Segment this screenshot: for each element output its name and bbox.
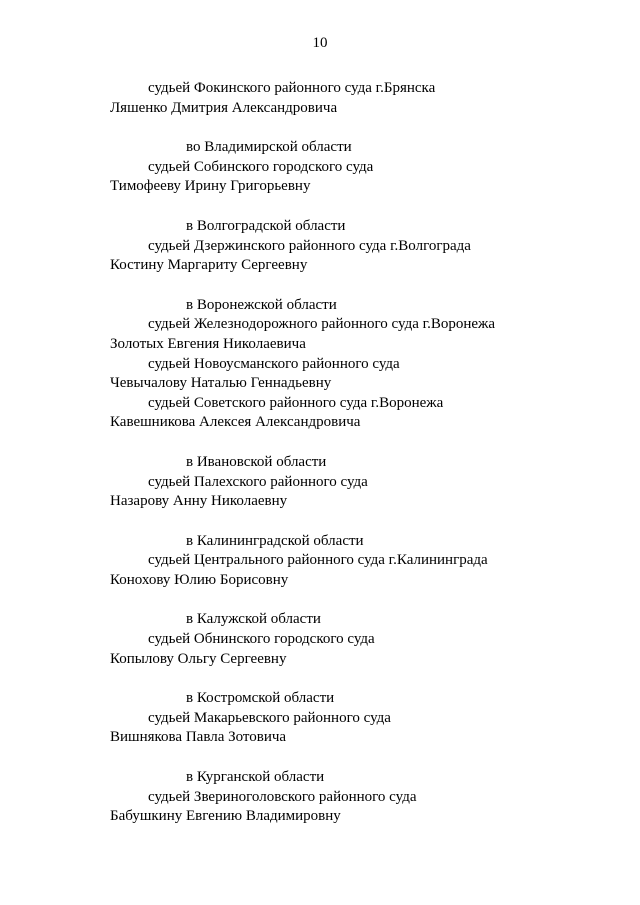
region-heading: в Курганской области [186, 769, 325, 786]
region-section [0, 138, 640, 197]
judge-name: Костину Маргариту Сергеевну [110, 257, 308, 274]
region-heading: в Калужской области [186, 611, 321, 628]
court-position: судьей Собинского городского суда [148, 158, 374, 175]
region-section [0, 453, 640, 512]
court-position: судьей Советского районного суда г.Воронежа [148, 394, 444, 411]
court-position: судьей Палехского районного суда [148, 473, 368, 490]
page-number: 10 [312, 35, 328, 51]
court-position: судьей Дзержинского районного суда г.Волгограда [148, 237, 471, 254]
region-heading: в Воронежской области [186, 296, 337, 313]
appointment-list [0, 79, 640, 847]
judge-name: Ляшенко Дмитрия Александровича [110, 99, 338, 116]
judge-name: Золотых Евгения Николаевича [110, 335, 306, 352]
region-heading: в Калининградской области [186, 532, 364, 549]
region-section [0, 610, 640, 669]
region-section [0, 689, 640, 748]
judge-name: Кавешникова Алексея Александровича [110, 414, 361, 431]
court-position: судьей Обнинского городского суда [148, 631, 375, 648]
judge-name: Бабушкину Евгению Владимировну [110, 808, 341, 825]
judge-name: Тимофееву Ирину Григорьевну [110, 178, 311, 195]
region-heading: во Владимирской области [186, 139, 352, 156]
region-section [0, 217, 640, 276]
region-section [0, 768, 640, 827]
court-position: судьей Железнодорожного районного суда г.Воронежа [148, 316, 496, 333]
judge-name: Конохову Юлию Борисовну [110, 571, 289, 588]
court-position: судьей Фокинского районного суда г.Брянска [148, 80, 436, 96]
judge-name: Копылову Ольгу Сергеевну [110, 650, 287, 667]
court-position: судьей Центрального районного суда г.Калининграда [148, 552, 488, 569]
judge-name: Вишнякова Павла Зотовича [110, 729, 287, 746]
judge-name: Назарову Анну Николаевну [110, 493, 288, 510]
judge-name: Чевычалову Наталью Геннадьевну [110, 375, 332, 392]
region-section [0, 296, 640, 433]
court-position: судьей Макарьевского районного суда [148, 709, 391, 726]
region-heading: в Костромской области [186, 690, 335, 707]
region-heading: в Волгоградской области [186, 217, 346, 234]
court-position: судьей Звериноголовского районного суда [148, 788, 417, 805]
region-section [0, 532, 640, 591]
region-section [0, 79, 640, 118]
court-position: судьей Новоусманского районного суда [148, 355, 400, 372]
region-heading: в Ивановской области [186, 453, 327, 470]
